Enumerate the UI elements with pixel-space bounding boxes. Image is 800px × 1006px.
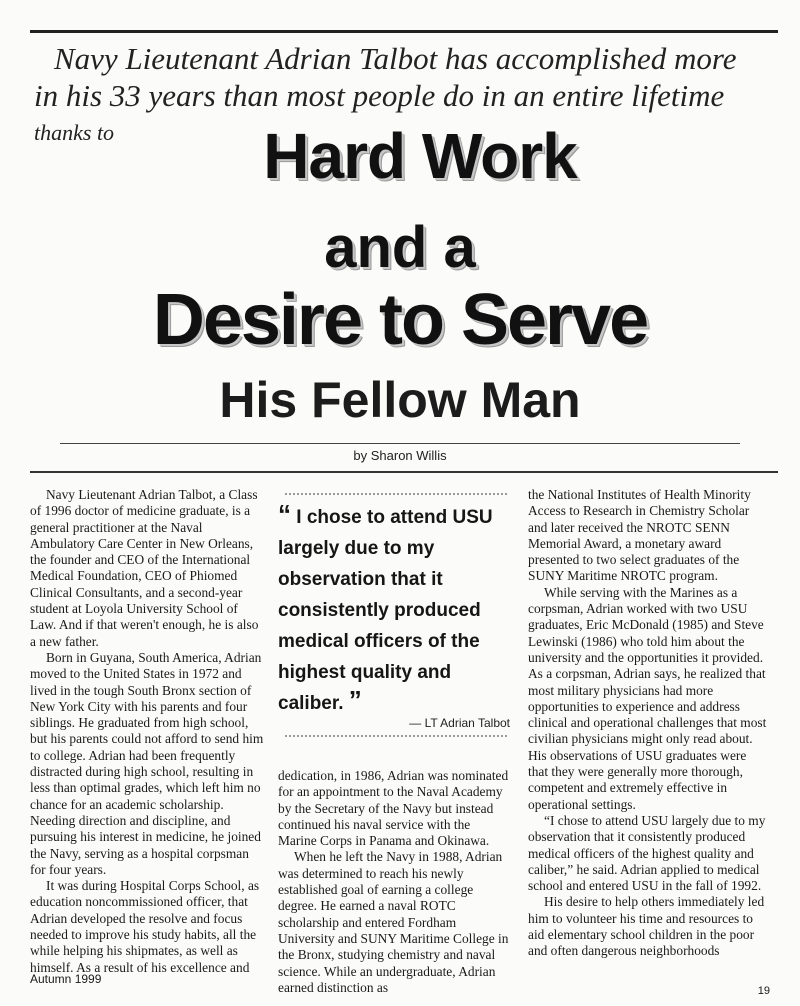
paragraph: When he left the Navy in 1988, Adrian was determined to reach his newly established goal of earning a college degree. He earned a naval ROTC scholarship and entered Fordham University and SUNY Maritime College in the Bronx, studying chemistry and naval science. While an undergraduate, Adrian earned distinction as bbox=[278, 849, 509, 995]
paragraph: It was during Hospital Corps School, as education noncommissioned officer, that Adrian developed the resolve and focus needed to improve his study habits, all the while helping his shipmates, as well as himself. As a result of his excellence and bbox=[30, 878, 260, 975]
headline-fellow-man: His Fellow Man bbox=[219, 372, 581, 428]
paragraph: dedication, in 1986, Adrian was nominated for an appointment to the Naval Academy by the Secretary of the Navy but instead continued his naval service with the Marine Corps in Panama and Okinawa. bbox=[278, 768, 509, 849]
headline-hard-work: Hard Work bbox=[263, 120, 577, 192]
issue-label: Autumn 1999 bbox=[30, 972, 102, 986]
pull-quote bbox=[278, 499, 514, 719]
paragraph: Born in Guyana, South America, Adrian moved to the United States in 1972 and lived in the tough South Bronx section of New York City with his parents and four siblings. He graduated from high school, but his parents could not afford to send him to college. Adrian had been frequently distracted during high school, resulting in less than optimal grades, which left him no chance for an academic scholarship. Needing direction and discipline, and pursuing his interest in medicine, he joined the Navy, serving as a hospital corpsman for four years. bbox=[30, 649, 264, 877]
pull-quote-rule-top bbox=[285, 493, 507, 495]
paragraph: “I chose to attend USU largely due to my observation that it consistently produced medical officers of the highest quality and caliber,” he said. Adrian applied to medical school and entered USU in the fall of 1992. bbox=[528, 812, 766, 894]
byline-rule-top bbox=[60, 443, 740, 444]
page-number: 19 bbox=[757, 985, 770, 997]
open-quote-mark: “ bbox=[278, 499, 291, 529]
intro-line-3: thanks to bbox=[34, 120, 115, 145]
article-column-2 bbox=[278, 768, 510, 996]
pull-quote-attribution: — LT Adrian Talbot bbox=[409, 716, 510, 730]
paragraph: Navy Lieutenant Adrian Talbot, a Class of 1996 doctor of medicine graduate, is a general practitioner at the Naval Ambulatory Care Center in New Orleans, the founder and CEO of the International Medical Foundation, CEO of Phiomed Clinical Consultants, and a second-year student at Loyola University School of Law. And if that weren't enough, he is also a new father. bbox=[30, 487, 259, 649]
paragraph: While serving with the Marines as a corpsman, Adrian worked with two USU graduates, Eric McDonald (1985) and Steve Lewinski (1986) who told him about the university and the opportunities it provided. As a corpsman, Adrian says, he realized that most military physicians had more opportunities to experience and address clinical and operational challenges that most civilian physicians might only read about. His observations of USU graduates were that they were generally more thorough, competent and extremely effective in operational settings. bbox=[528, 584, 767, 812]
headline-desire-to-serve: Desire to Serve bbox=[152, 280, 648, 360]
intro-line-2: in his 33 years than most people do in an entire lifetime bbox=[34, 78, 725, 113]
pull-quote-text: I chose to attend USU largely due to my observation that it consistently produced medical officers of the highest quality and caliber. bbox=[278, 507, 493, 714]
close-quote-mark: ” bbox=[348, 685, 362, 715]
top-rule bbox=[30, 30, 778, 33]
paragraph: the National Institutes of Health Minority Access to Research in Chemistry Scholar and later received the NROTC SENN Memorial Award, a monetary award presented to two select graduates of the SUNY Maritime NROTC program. bbox=[528, 487, 751, 584]
article-column-3 bbox=[528, 487, 768, 960]
intro-line-1: Navy Lieutenant Adrian Talbot has accomplished more bbox=[54, 41, 737, 76]
byline-rule-bottom bbox=[30, 471, 778, 473]
pull-quote-rule-bottom bbox=[285, 735, 507, 737]
article-column-1 bbox=[30, 487, 265, 976]
byline: by Sharon Willis bbox=[353, 448, 447, 463]
paragraph: His desire to help others immediately led him to volunteer his time and resources to aid elementary school children in the poor and often dangerous neighborhoods bbox=[528, 894, 765, 959]
headline-and-a: and a bbox=[324, 215, 476, 280]
